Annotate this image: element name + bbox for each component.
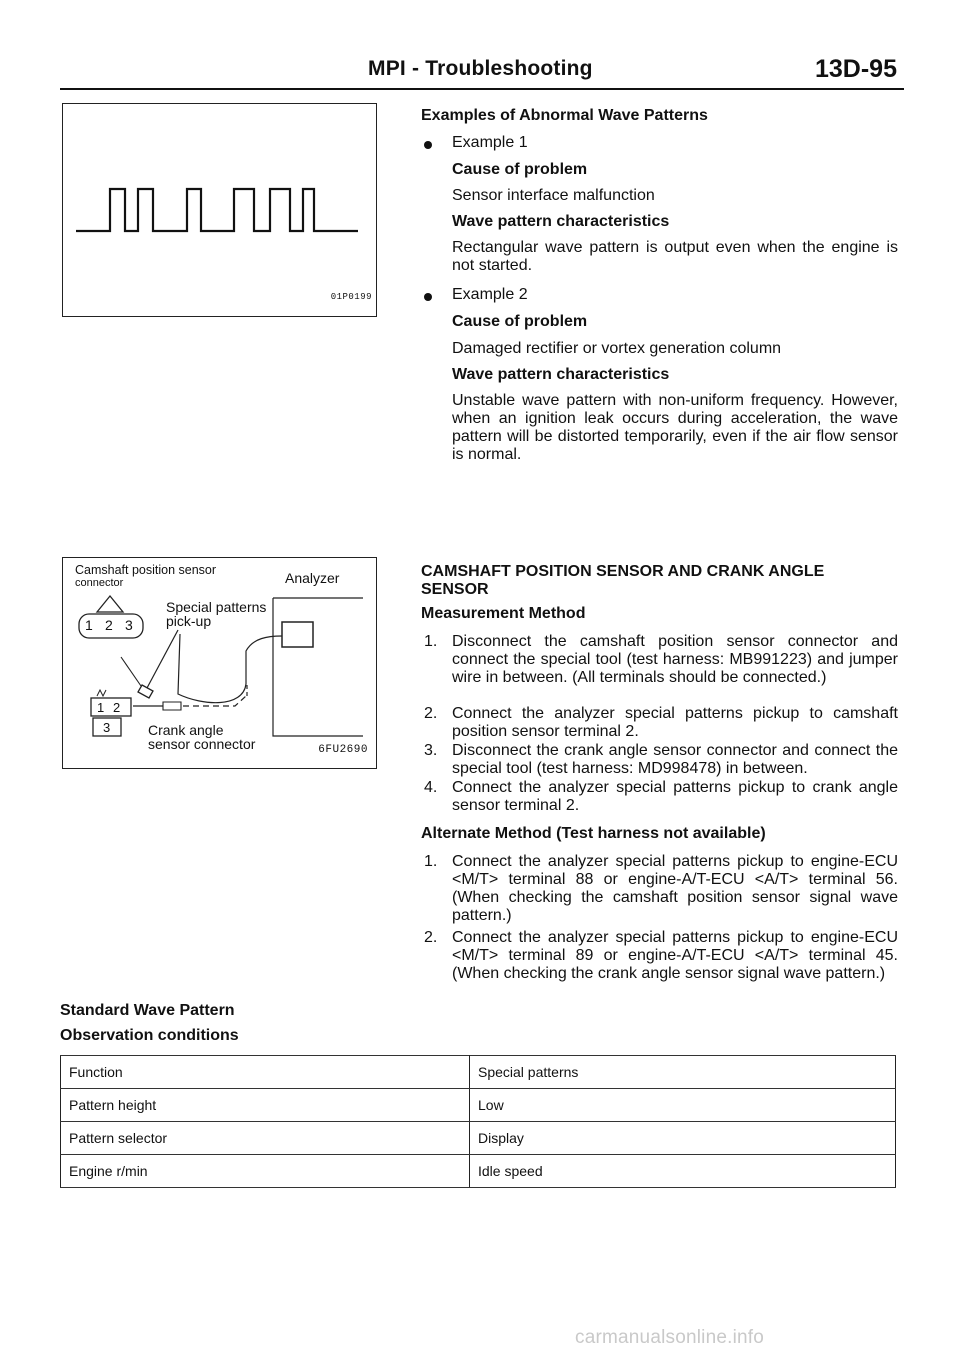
alt-step-text: Connect the analyzer special patterns pickup to engine-ECU <M/T> terminal 89 or engine-A/T-ECU <A/T> terminal 45. (When checking the crank angle sensor signal wave pattern.): [452, 929, 898, 982]
camshaft-label-line1: Camshaft position sensor: [75, 563, 217, 577]
crank-pin-3: 3: [103, 720, 111, 735]
example1-title: Example 1: [452, 134, 528, 151]
page-title: MPI - Troubleshooting: [368, 57, 593, 80]
alt-heading: Alternate Method (Test harness not available): [421, 825, 766, 842]
crank-pin-2: 2: [113, 700, 121, 715]
table-cell-value: Special patterns: [470, 1056, 896, 1089]
alt-step-number: 1.: [424, 853, 438, 870]
observation-heading: Observation conditions: [60, 1027, 239, 1044]
example1-cause-label: Cause of problem: [452, 161, 588, 178]
step-text: Disconnect the crank angle sensor connector and connect the special tool (test harness: MD998478) in between.: [452, 742, 898, 777]
page-number: 13D-95: [815, 55, 897, 83]
step-text: Disconnect the camshaft position sensor connector and connect the special tool (test harness: MB991223) and jumper wire in between. (All terminals should be connected.): [452, 633, 898, 686]
example2-cause: Damaged rectifier or vortex generation column: [452, 340, 782, 357]
table-cell-label: Pattern height: [61, 1089, 470, 1122]
header-rule: [60, 88, 904, 90]
table-cell-label: Engine r/min: [61, 1155, 470, 1188]
table-row: [61, 1089, 896, 1122]
camshaft-connector-label: [75, 564, 216, 577]
abnormal-heading: Examples of Abnormal Wave Patterns: [421, 107, 708, 124]
table-row: [61, 1155, 896, 1188]
camshaft-connector-label-2: connector: [75, 577, 124, 589]
table-cell-label: Pattern selector: [61, 1122, 470, 1155]
example2-char-label: Wave pattern characteristics: [452, 366, 670, 383]
camshaft-pin-3: 3: [125, 617, 133, 633]
wave-pattern-figure: [62, 103, 377, 317]
step-number: 1.: [424, 633, 438, 650]
connection-diagram: [62, 557, 377, 769]
example2-char: Unstable wave pattern with non-uniform frequency. However, when an ignition leak occurs during acceleration, the wave pattern will be distorted temporarily, even if the air flow sensor is normal.: [452, 392, 898, 463]
observation-table: [60, 1055, 896, 1188]
figure-code: 01P0199: [330, 292, 372, 302]
example1-cause: Sensor interface malfunction: [452, 187, 655, 204]
table-row: [61, 1056, 896, 1089]
figure-code: 6FU2690: [318, 744, 368, 756]
alt-step-number: 2.: [424, 929, 438, 946]
watermark: carmanualsonline.info: [575, 1327, 765, 1348]
table-cell-label: Function: [61, 1056, 470, 1089]
bullet-icon: [424, 293, 432, 301]
crank-label-1: Crank angle: [148, 722, 224, 738]
measure-heading: Measurement Method: [421, 605, 586, 622]
example1-char: Rectangular wave pattern is output even when the engine is not started.: [452, 239, 898, 274]
table-cell-value: Display: [470, 1122, 896, 1155]
step-text: Connect the analyzer special patterns pickup to camshaft position sensor terminal 2.: [452, 705, 898, 740]
bullet-icon: [424, 141, 432, 149]
table-cell-value: Low: [470, 1089, 896, 1122]
example2-cause-label: Cause of problem: [452, 313, 588, 330]
step-number: 2.: [424, 705, 438, 722]
analyzer-label: Analyzer: [285, 570, 340, 586]
abnormal-wave-graphic: [63, 104, 376, 316]
step-number: 3.: [424, 742, 438, 759]
example1-char-label: Wave pattern characteristics: [452, 213, 670, 230]
pickup-label-2: pick-up: [166, 613, 212, 629]
crank-label-2: sensor connector: [148, 736, 256, 752]
example2-title: Example 2: [452, 286, 528, 303]
standard-heading: Standard Wave Pattern: [60, 1002, 235, 1019]
table-row: [61, 1122, 896, 1155]
step-text: Connect the analyzer special patterns pickup to crank angle sensor terminal 2.: [452, 779, 898, 814]
step-number: 4.: [424, 779, 438, 796]
alt-step-text: Connect the analyzer special patterns pickup to engine-ECU <M/T> terminal 88 or engine-A/T-ECU <A/T> terminal 56. (When checking the camshaft position sensor signal wave pattern.): [452, 853, 898, 924]
table-cell-value: Idle speed: [470, 1155, 896, 1188]
pickup-label-1: Special patterns: [166, 599, 267, 615]
camshaft-heading-line2: SENSOR: [421, 581, 489, 598]
crank-pin-1: 1: [97, 700, 105, 715]
camshaft-pin-2: 2: [105, 617, 113, 633]
camshaft-heading-line1: CAMSHAFT POSITION SENSOR AND CRANK ANGLE: [421, 563, 825, 580]
camshaft-pin-1: 1: [85, 617, 93, 633]
